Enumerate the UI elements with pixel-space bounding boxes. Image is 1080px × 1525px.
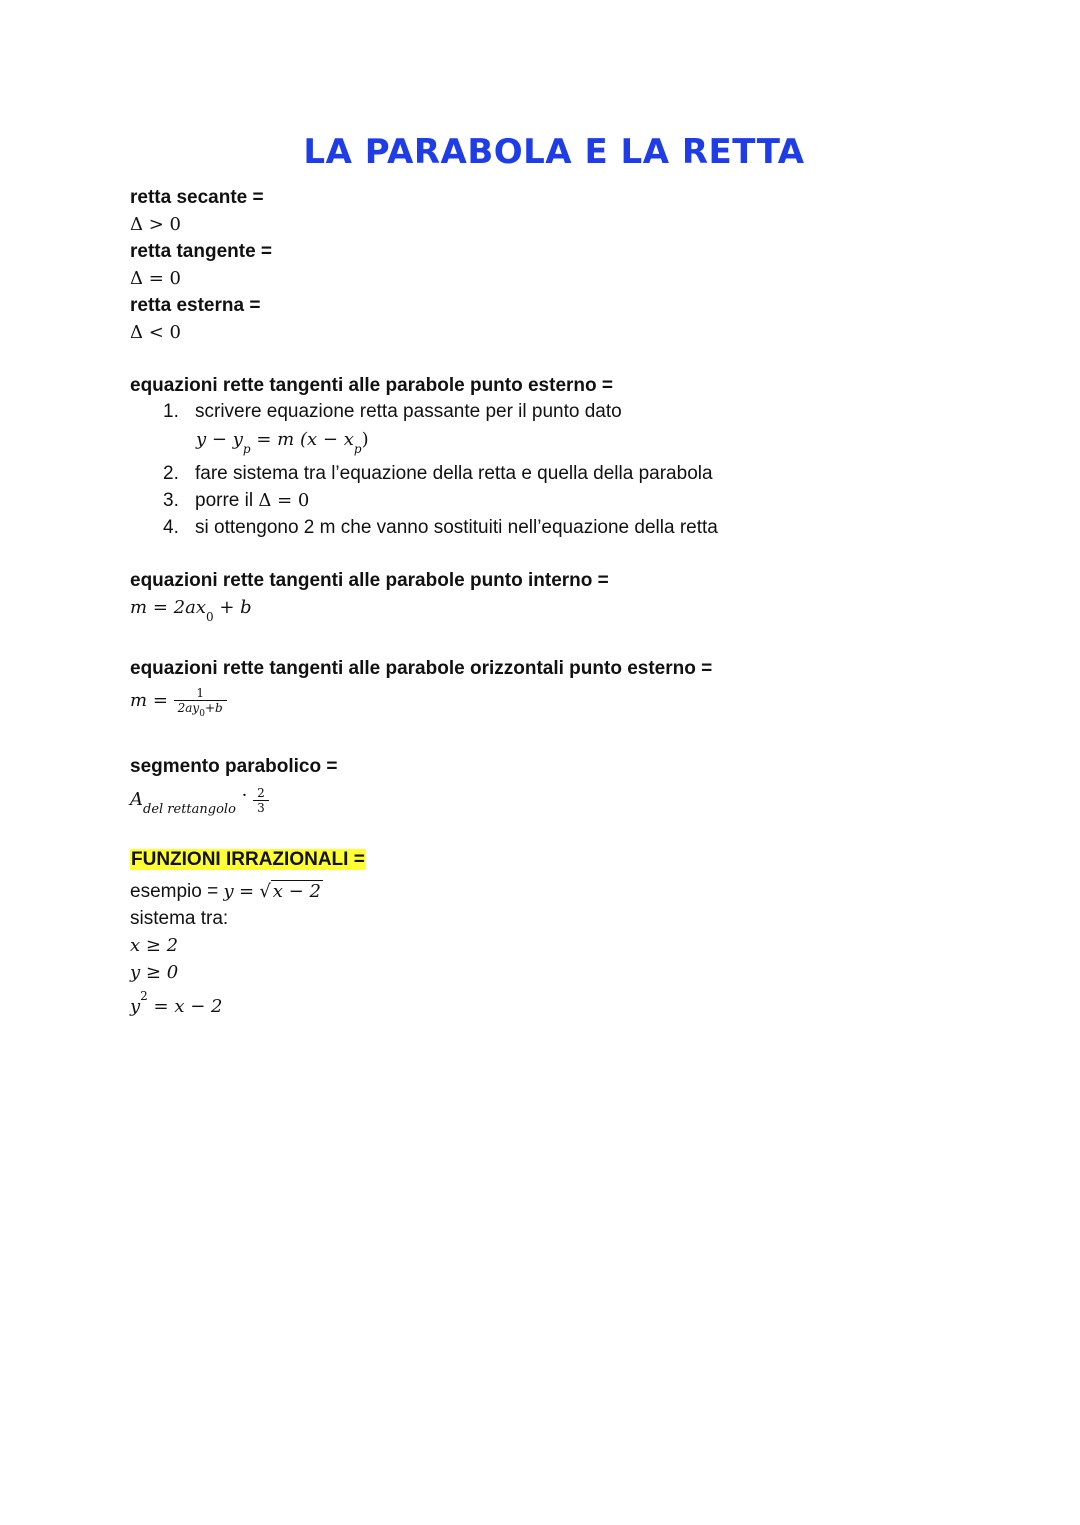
sqrt-sign: √ [259, 881, 271, 902]
example-y: y [223, 881, 234, 902]
horizontal-formula [130, 684, 227, 718]
formula-y: y [196, 429, 207, 450]
step-text: scrivere equazione retta passante per il punto dato [195, 401, 622, 422]
den-part-b: +b [204, 700, 223, 715]
formula-yp: y [232, 429, 243, 450]
formula-m: m [277, 429, 295, 450]
formula-eq: = [256, 429, 272, 450]
sqrt-content: x − 2 [272, 881, 321, 902]
formula-p-sub: p [242, 442, 251, 456]
system-condition-2: y ≥ 0 [130, 962, 179, 983]
case-tangente-condition: Δ = 0 [130, 268, 181, 289]
step-text: fare sistema tra l’equazione della retta e quella della parabola [195, 463, 713, 484]
highlighted-heading: FUNZIONI IRRAZIONALI = [131, 849, 365, 870]
step-text: si ottengono 2 m che vanno sostituiti nell’equazione della retta [195, 517, 718, 538]
fraction [174, 686, 227, 717]
formula-close: ) [361, 429, 369, 450]
formula-eq: = [152, 690, 168, 711]
system-label: sistema tra: [130, 908, 229, 929]
case-secante-condition: Δ > 0 [130, 214, 181, 235]
external-heading: equazioni rette tangenti alle parabole punto esterno = [130, 375, 613, 396]
formula-p-sub-2: p [353, 442, 362, 456]
system-condition-1: x ≥ 2 [130, 935, 179, 956]
horizontal-heading: equazioni rette tangenti alle parabole orizzontali punto esterno = [130, 658, 713, 679]
case-esterna-label: retta esterna = [130, 295, 261, 316]
segment-heading: segmento parabolico = [130, 756, 338, 777]
step-number: 2. [163, 463, 179, 484]
formula-sub: 0 [205, 610, 214, 624]
formula-open: (x [299, 429, 318, 450]
example-label: esempio = [130, 881, 219, 902]
den-sub: 0 [199, 708, 205, 719]
external-step-1 [163, 400, 622, 424]
fraction [253, 786, 269, 815]
formula-a: A [130, 789, 143, 810]
formula-minus-2: − [322, 429, 338, 450]
formula-exponent: 2 [140, 989, 148, 1003]
case-tangente-label: retta tangente = [130, 241, 273, 262]
formula-rest: = x − 2 [153, 996, 223, 1017]
internal-formula [130, 596, 252, 624]
formula-tail: + b [219, 597, 252, 618]
den-part-a: 2ay [177, 700, 200, 715]
segment-formula [130, 783, 269, 819]
internal-heading: equazioni rette tangenti alle parabole punto interno = [130, 570, 609, 591]
formula-dot: · [241, 785, 248, 806]
step-number: 4. [163, 517, 179, 538]
formula-rhs: 2ax [173, 597, 206, 618]
formula-lhs: m [130, 690, 148, 711]
system-condition-3 [130, 989, 223, 1020]
step-text: porre il [195, 490, 254, 511]
formula-minus: − [211, 429, 227, 450]
irrational-example [130, 880, 323, 904]
irrational-heading [130, 848, 366, 872]
example-eq: = [238, 881, 255, 902]
formula-y: y [130, 996, 141, 1017]
step-3-math: Δ = 0 [258, 490, 310, 511]
fraction-denominator: 3 [253, 800, 269, 815]
page-title: LA PARABOLA E LA RETTA [303, 132, 805, 172]
step-number: 3. [163, 490, 179, 511]
external-step-2 [163, 462, 713, 486]
formula-xp: x [343, 429, 354, 450]
formula-eq: = [152, 597, 168, 618]
fraction-denominator [174, 700, 227, 717]
fraction-numerator: 2 [257, 785, 265, 800]
fraction-numerator: 1 [196, 685, 204, 700]
formula-lhs: m [130, 597, 148, 618]
external-line-formula [196, 428, 369, 456]
formula-sub: del rettangolo [143, 802, 236, 817]
case-secante-label: retta secante = [130, 187, 264, 208]
external-step-3 [163, 489, 309, 513]
case-esterna-condition: Δ < 0 [130, 322, 181, 343]
step-number: 1. [163, 401, 179, 422]
external-step-4 [163, 516, 718, 540]
